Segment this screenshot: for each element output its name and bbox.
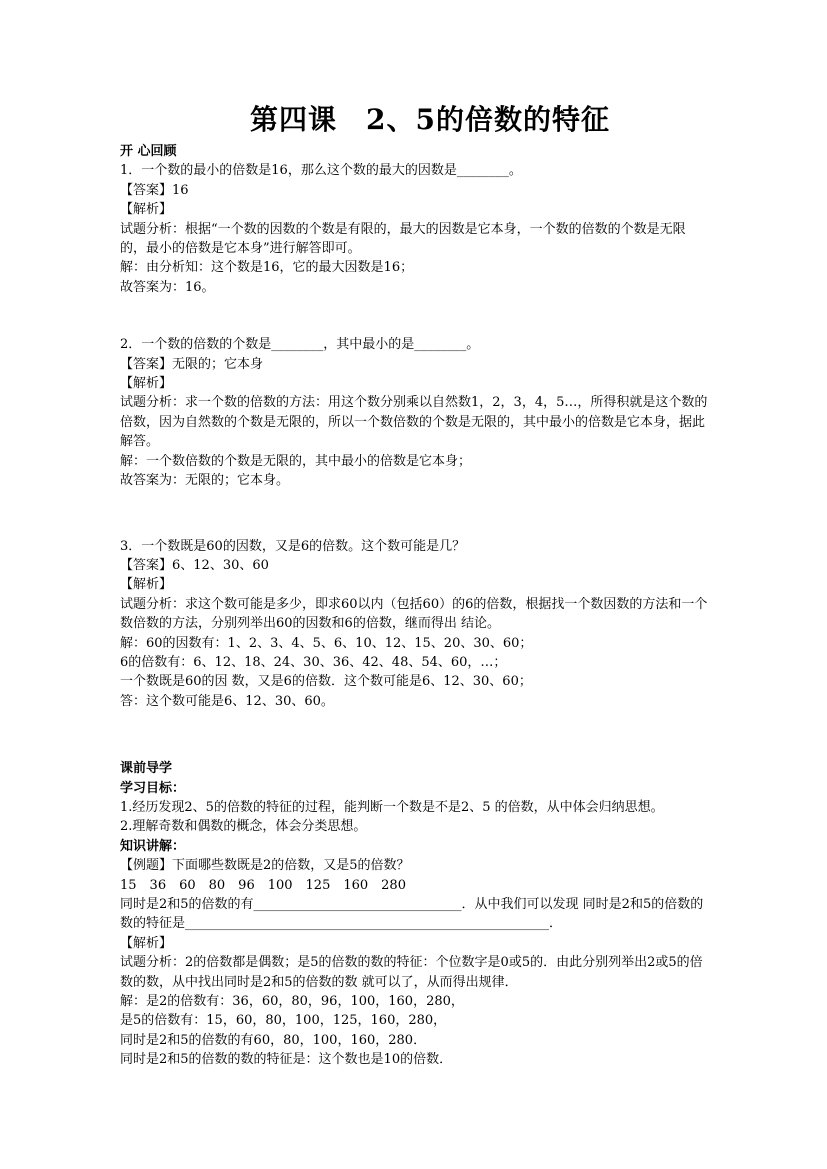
blank-1-suffix: ．从中我们可以发现 同时是2和5的倍数的数的特征是 [120, 897, 704, 932]
q2-analysis-label: 【解析】 [120, 376, 173, 392]
example-analysis: 试题分析：2的倍数都是偶数；是5的倍数的数的特征：个位数字是0或5的．由此分别列举出2或5的倍数的数，从中找出同时是2和5的倍数的数 就可以了，从而得出规律． [120, 955, 703, 990]
blank-1: ________________________________ [253, 897, 462, 912]
example-analysis-label: 【解析】 [120, 935, 173, 951]
q1-answer: 【答案】16 [120, 182, 189, 198]
page-title: 第四课 2、5的倍数的特征 [250, 103, 610, 136]
q3-analysis-label: 【解析】 [120, 577, 173, 593]
q2-answer: 【答案】无限的；它本身 [120, 356, 264, 372]
example-solution-1: 解：是2的倍数有：36，60，80，96，100，160，280， [120, 994, 464, 1010]
q3-analysis: 试题分析：求这个数可能是多少，即求60以内（包括60）的6的倍数，根据找一个数因数的方法和一个数倍数的方法，分别列举出60的因数和6的倍数，继而得出 结论。 [120, 596, 708, 632]
knowledge-heading: 知识讲解： [120, 838, 186, 854]
q1-conclusion: 故答案为：16。 [120, 279, 215, 295]
review-heading: 开 心回顾 [120, 144, 177, 159]
q3-solution-1: 解：60的因数有：1、2、3、4、5、6、10、12、15、20、30、60； [120, 635, 533, 651]
q1-analysis-label: 【解析】 [120, 202, 173, 218]
preview-heading: 课前导学 [120, 761, 173, 777]
q3-question: 3．一个数既是60的因数，又是6的倍数。这个数可能是几？ [120, 538, 466, 554]
q3-conclusion: 答：这个数可能是6、12、30、60。 [120, 693, 334, 709]
example-solution-2: 是5的倍数有：15，60，80，100，125，160，280， [120, 1013, 447, 1029]
q3-solution-3: 一个数既是60的因 数，又是6的倍数．这个数可能是6、12、30、60； [120, 674, 532, 690]
q2-conclusion: 故答案为：无限的；它本身。 [120, 473, 290, 489]
goal-2: 2.理解奇数和偶数的概念，体会分类思想。 [120, 819, 367, 835]
example-solution-3: 同时是2和5的倍数的有60，80，100，160，280． [120, 1032, 427, 1048]
spacer [120, 711, 710, 759]
document-page [120, 100, 710, 1070]
goal-1: 1.经历发现2、5的倍数的特征的过程，能判断一个数是不是2、5 的倍数，从中体会归纳思想。 [120, 799, 664, 815]
example-question: 【例题】下面哪些数既是2的倍数，又是5的倍数？ [120, 858, 410, 874]
q2-solution: 解：一个数倍数的个数是无限的，其中最小的倍数是它本身； [120, 453, 472, 469]
goals-heading: 学习目标： [120, 780, 186, 796]
q2-analysis: 试题分析：求一个数的倍数的方法：用这个数分别乘以自然数1，2，3，4，5…，所得积就是这个数的倍数，因为自然数的个数是无限的，所以一个数倍数的个数是无限的，其中最小的倍数是它本身，据此解答。 [120, 395, 708, 450]
example-numbers: 15 36 60 80 96 100 125 160 280 [120, 877, 406, 893]
blank-2: ________________________________________________________ [185, 916, 550, 932]
blank-2-suffix: ． [549, 916, 563, 932]
example-blanks [120, 895, 710, 934]
example-solution-4: 同时是2和5的倍数的数的特征是：这个数也是10的倍数． [120, 1052, 453, 1068]
q3-solution-2: 6的倍数有：6、12、18、24、30、36、42、48、54、60，…； [120, 654, 507, 670]
blank-1-prefix: 同时是2和5的倍数的有 [120, 897, 254, 912]
q1-analysis: 试题分析：根据“一个数的因数的个数是有限的，最大的因数是它本身，一个数的倍数的个数是无限的，最小的倍数是它本身”进行解答即可。 [120, 221, 686, 257]
q1-question: 1．一个数的最小的倍数是16，那么这个数的最大的因数是________。 [120, 163, 522, 179]
q1-solution: 解：由分析知：这个数是16，它的最大因数是16； [120, 260, 414, 276]
q3-answer: 【答案】6、12、30、60 [120, 557, 269, 573]
spacer [120, 297, 710, 335]
q2-question: 2．一个数的倍数的个数是________，其中最小的是________。 [120, 337, 480, 353]
spacer [120, 491, 710, 537]
